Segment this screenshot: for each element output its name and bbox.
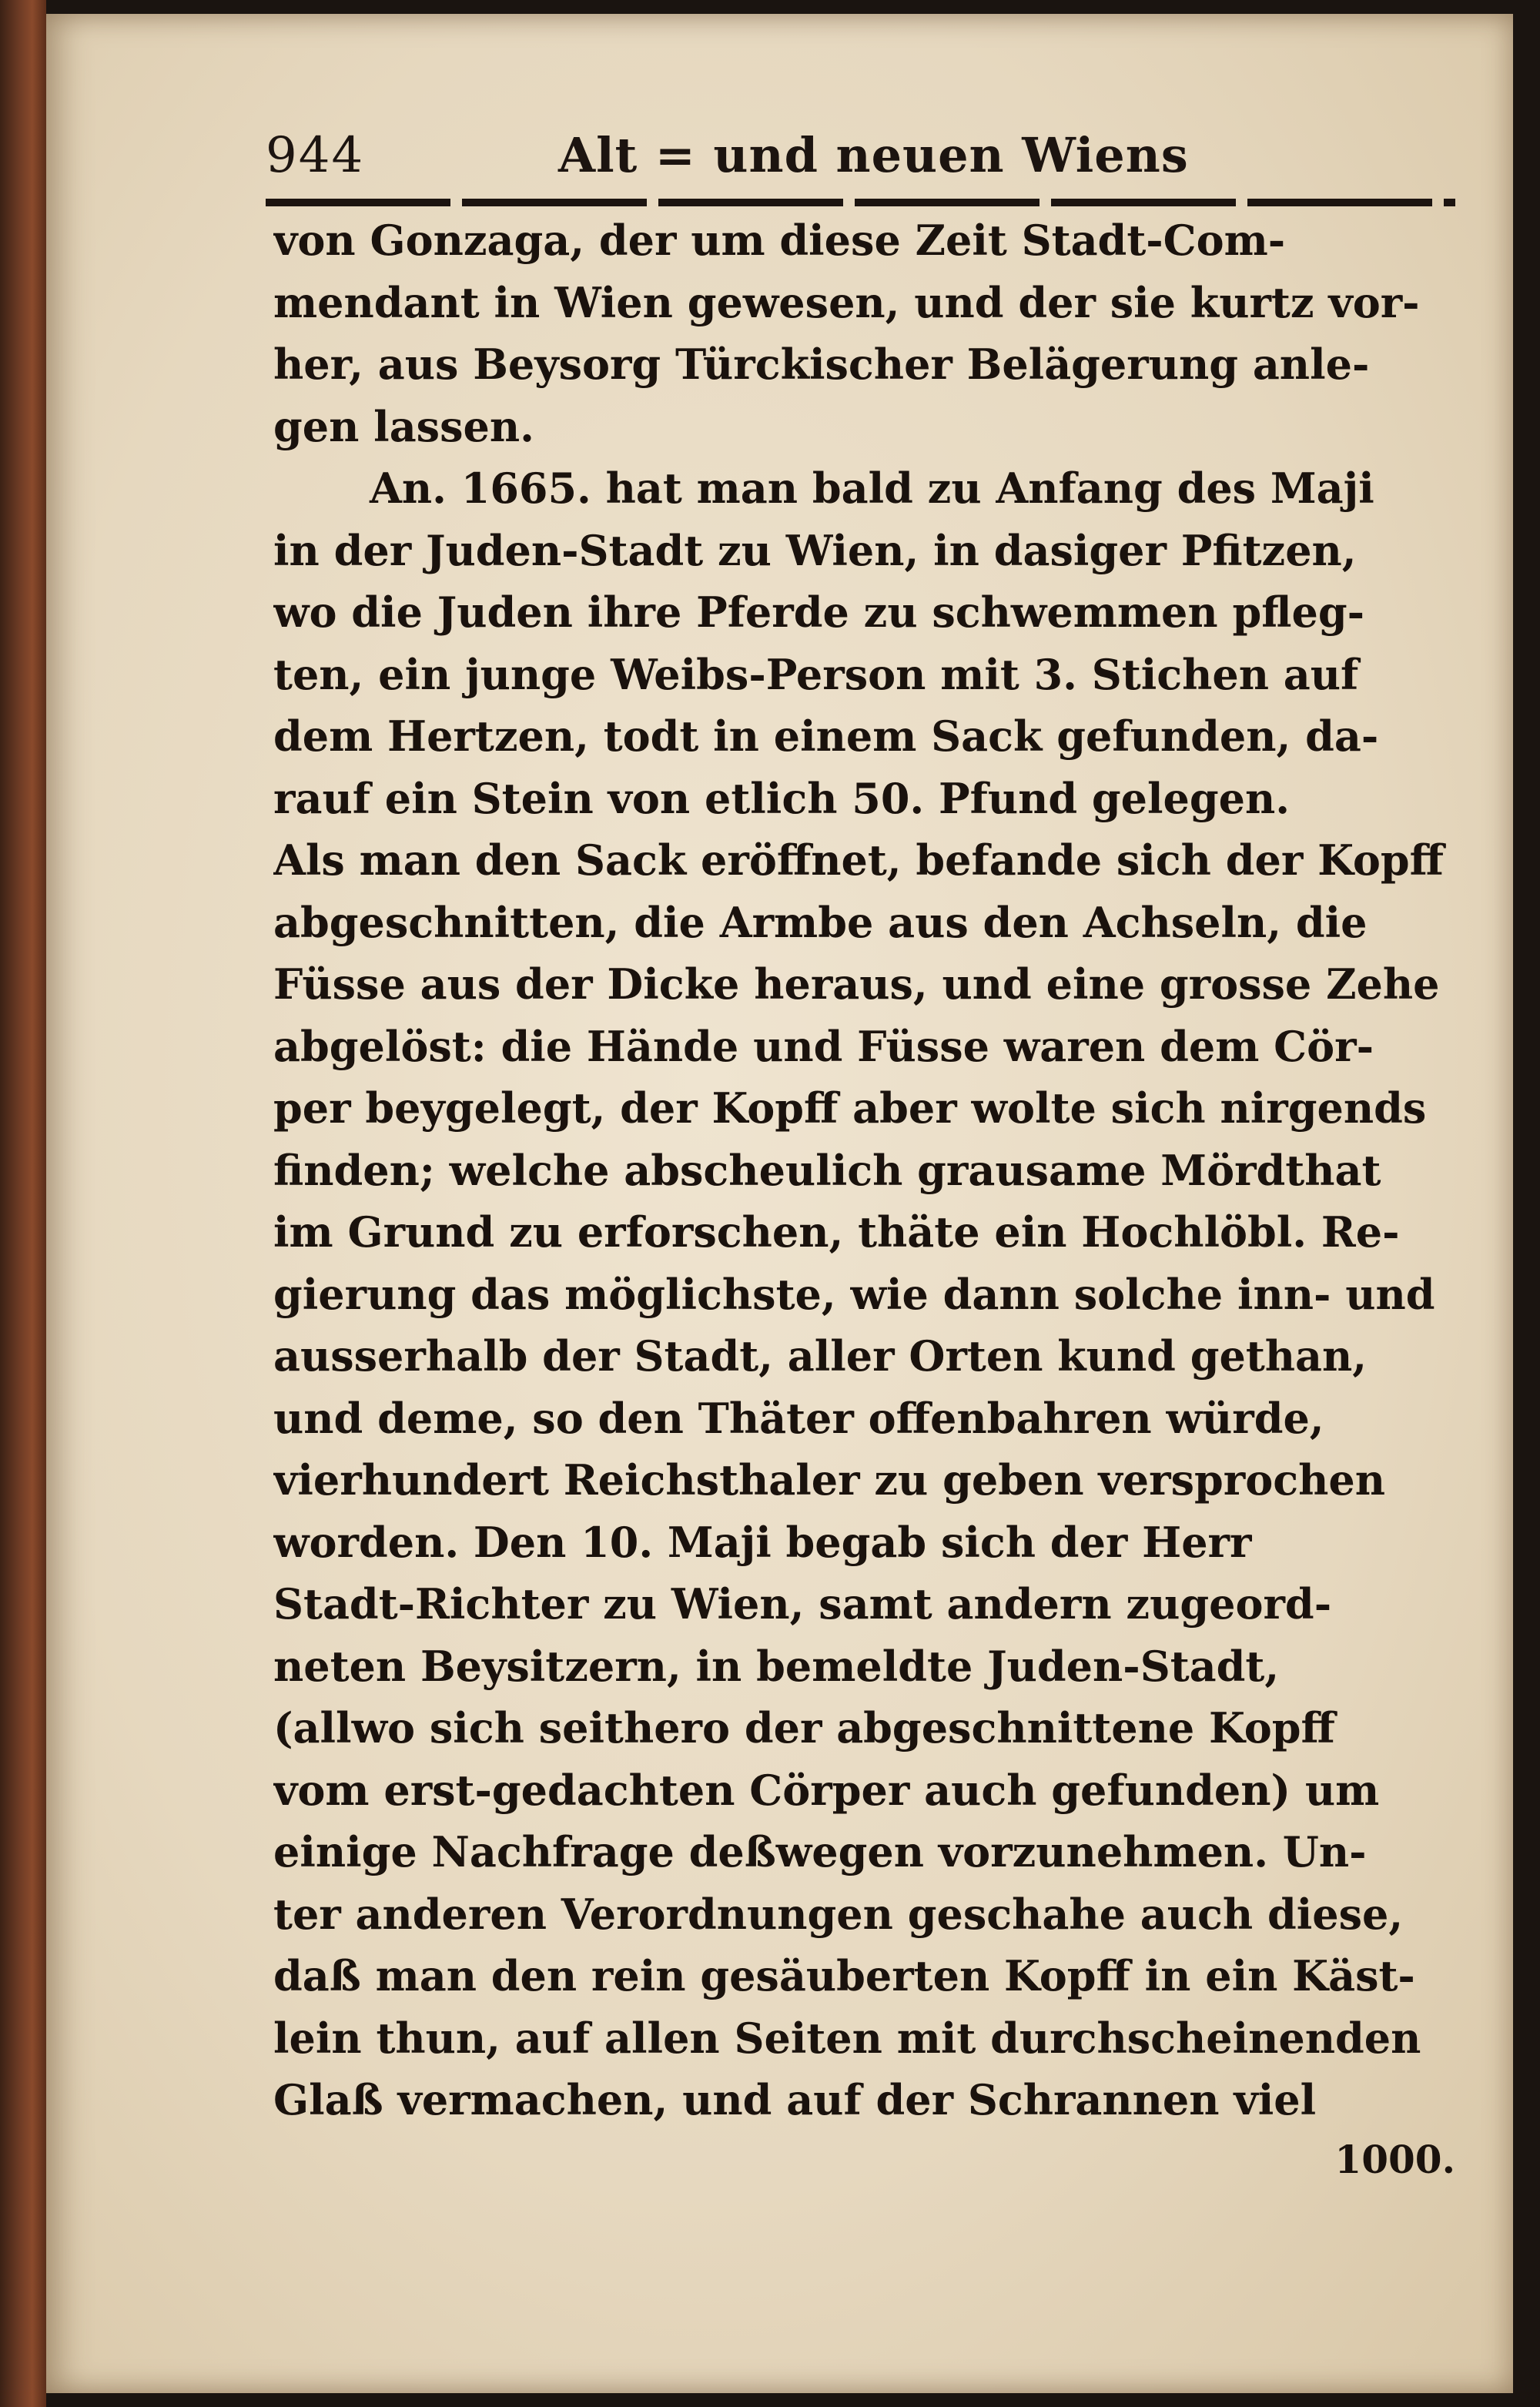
text-line: mendant in Wien gewesen, und der sie kurtz vor- — [273, 277, 1420, 327]
text-line: daß man den rein gesäuberten Kopff in ein Käst- — [273, 1951, 1415, 2000]
text-line: ten, ein junge Weibs-Person mit 3. Stichen auf — [273, 649, 1359, 699]
text-line: dem Hertzen, todt in einem Sack gefunden, da- — [273, 711, 1379, 761]
text-line: von Gonzaga, der um diese Zeit Stadt-Com- — [273, 216, 1286, 265]
text-line: Als man den Sack eröffnet, befande sich der Kopff — [273, 835, 1444, 885]
text-line: Glaß vermachen, und auf der Schrannen viel — [273, 2075, 1317, 2124]
body-text — [273, 209, 1459, 2131]
running-head: Alt = und neuen Wiens — [558, 127, 1189, 183]
text-line: einige Nachfrage deßwegen vorzunehmen. Un- — [273, 1827, 1367, 1876]
text-line: abgelöst: die Hände und Füsse waren dem Cör- — [273, 1021, 1374, 1071]
page-header — [266, 127, 1455, 204]
book-edge — [0, 0, 46, 2407]
text-line: Stadt-Richter zu Wien, samt andern zugeord- — [273, 1579, 1332, 1629]
text-line: An. 1665. hat man bald zu Anfang des Maji — [370, 464, 1374, 513]
text-line: vom erst-gedachten Cörper auch gefunden) um — [273, 1765, 1380, 1815]
text-line: (allwo sich seithero der abgeschnittene Kopff — [273, 1703, 1335, 1753]
text-line: per beygelegt, der Kopff aber wolte sich nirgends — [273, 1083, 1427, 1133]
text-line: lein thun, auf allen Seiten mit durchscheinenden — [273, 2013, 1421, 2063]
text-line: wo die Juden ihre Pferde zu schwemmen pfleg- — [273, 588, 1364, 637]
text-line: ausserhalb der Stadt, aller Orten kund gethan, — [273, 1331, 1368, 1381]
catchword: 1000. — [1334, 2137, 1455, 2182]
text-line: ter anderen Verordnungen geschahe auch diese, — [273, 1889, 1404, 1939]
text-line: neten Beysitzern, in bemeldte Juden-Stadt, — [273, 1641, 1280, 1691]
text-line: abgeschnitten, die Armbe aus den Achseln, die — [273, 897, 1368, 947]
text-line: vierhundert Reichsthaler zu geben versprochen — [273, 1455, 1385, 1505]
text-line: und deme, so den Thäter offenbahren würde, — [273, 1393, 1324, 1443]
text-line: worden. Den 10. Maji begab sich der Herr — [273, 1517, 1252, 1567]
text-line: finden; welche abscheulich grausame Mördthat — [273, 1145, 1381, 1195]
text-line: Füsse aus der Dicke heraus, und eine grosse Zehe — [273, 959, 1440, 1009]
text-line: rauf ein Stein von etlich 50. Pfund gelegen. — [273, 773, 1291, 823]
text-line: her, aus Beysorg Türckischer Belägerung anle- — [273, 340, 1370, 389]
text-line: im Grund zu erforschen, thäte ein Hochlöbl. Re- — [273, 1207, 1400, 1257]
page-number: 944 — [266, 127, 365, 184]
text-line: in der Juden-Stadt zu Wien, in dasiger Pfitzen, — [273, 525, 1357, 575]
text-line: gierung das möglichste, wie dann solche inn- und — [273, 1269, 1435, 1319]
header-rule — [266, 199, 1455, 206]
text-line: gen lassen. — [273, 401, 534, 451]
